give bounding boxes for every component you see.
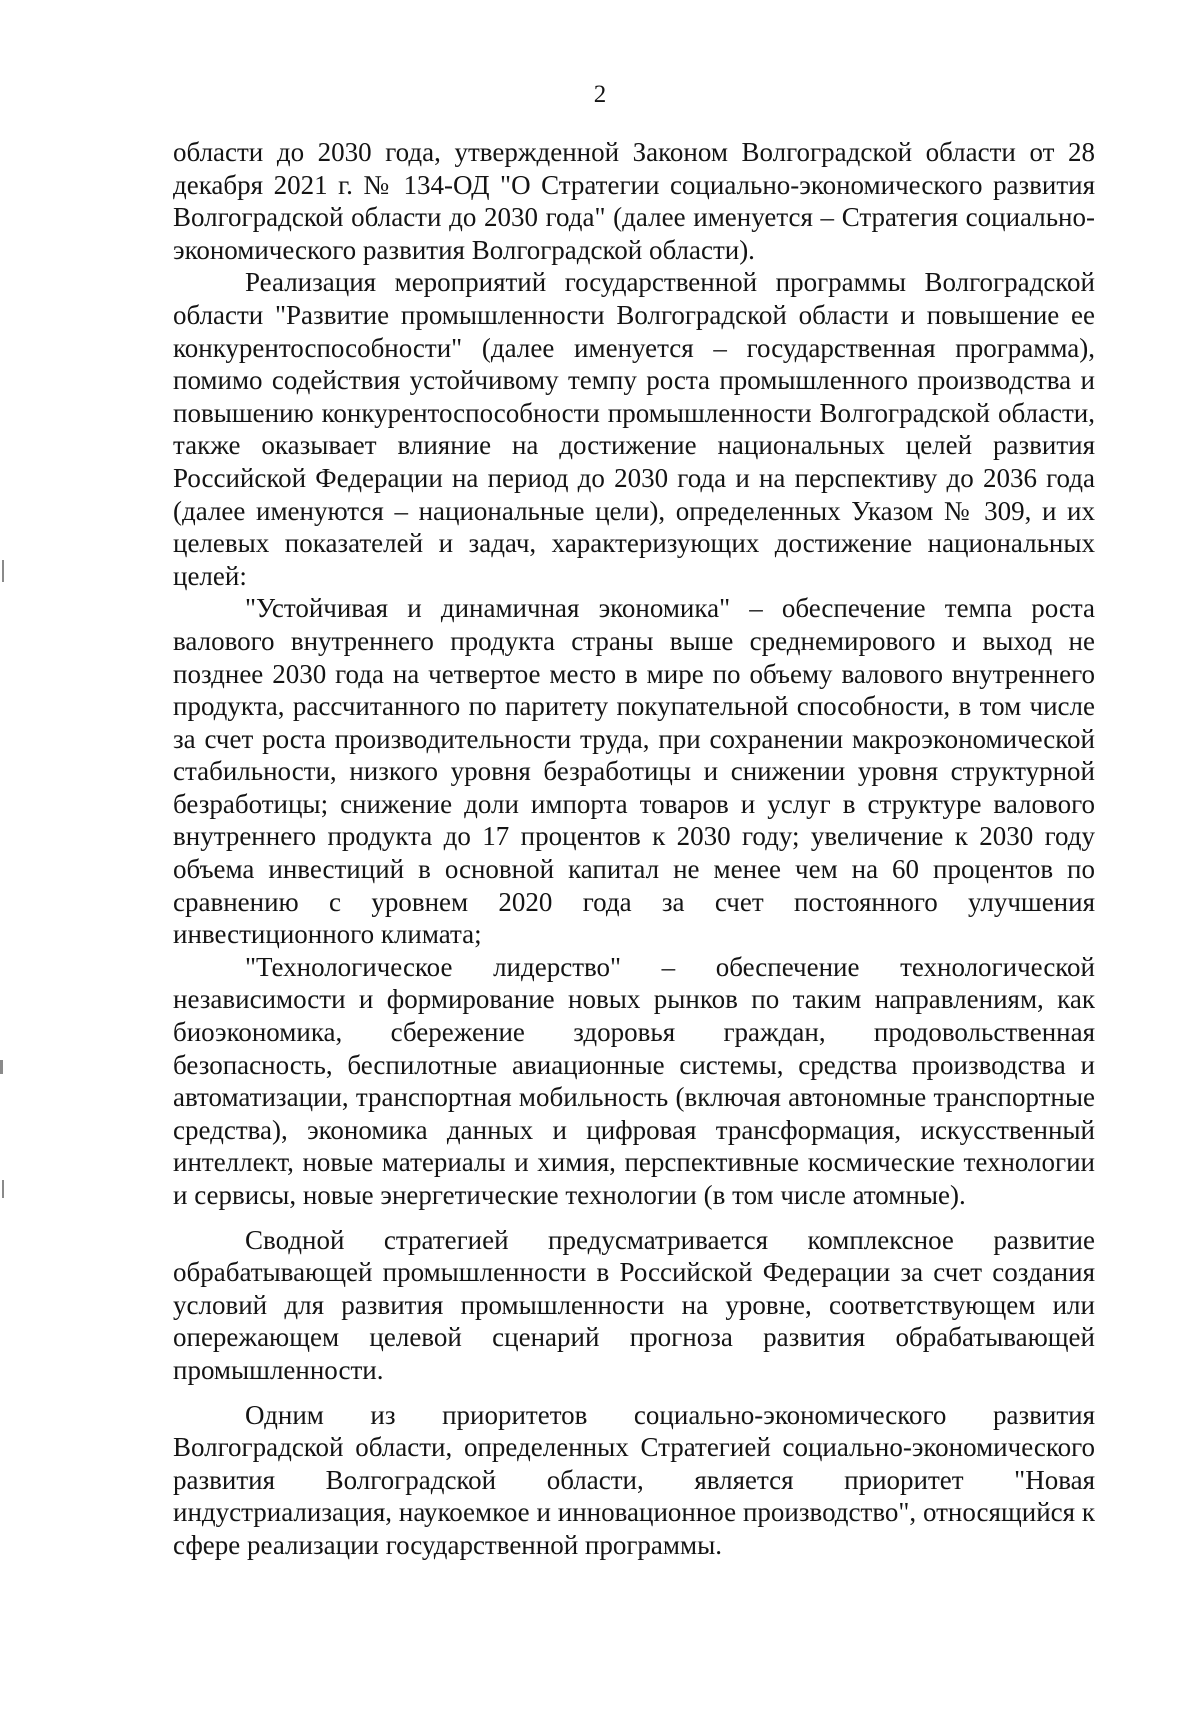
paragraph-technological-leadership: "Технологическое лидерство" – обеспечение технологической независимости и формирование новых рынков по таким направлениям, как биоэкономика, сбережение здоровья граждан, продовольственная безопасность, беспилотные авиационные системы, средства производства и автоматизации, транспортная мобильность (включая автономные транспортные средства), экономика данных и цифровая трансформация, искусственный интеллект, новые материалы и химия, перспективные космические технологии и сервисы, новые энергетические технологии (в том числе атомные). xyxy=(173,951,1095,1210)
scan-edge-mark xyxy=(2,560,4,582)
paragraph-continuation: области до 2030 года, утвержденной Законом Волгоградской области от 28 декабря 2021 г. № 134-ОД "О Стратегии социально-экономического развития Волгоградской области до 2030 года" (далее именуется – Стратегия социально-экономического развития Волгоградской области). xyxy=(173,137,1095,265)
paragraph-program-implementation: Реализация мероприятий государственной программы Волгоградской области "Развитие промышленности Волгоградской области и повышение ее конкурентоспособности" (далее именуется – государственная программа), помимо содействия устойчивому темпу роста промышленного производства и повышению конкурентоспособности промышленности Волгоградской области, также оказывает влияние на достижение национальных целей развития Российской Федерации на период до 2030 года и на перспективу до 2036 года (далее именуются – национальные цели), определенных Указом № 309, и их целевых показателей и задач, характеризующих достижение национальных целей: xyxy=(173,267,1095,591)
paragraph-consolidated-strategy: Сводной стратегией предусматривается комплексное развитие обрабатывающей промышленности в Российской Федерации за счет создания условий для развития промышленности на уровне, соответствующем или опережающем целевой сценарий прогноза развития обрабатывающей промышленности. xyxy=(173,1224,1095,1385)
scan-edge-mark xyxy=(2,1180,4,1198)
scan-edge-mark xyxy=(0,1060,3,1074)
paragraph-regional-priority: Одним из приоритетов социально-экономического развития Волгоградской области, определенных Стратегией социально-экономического развития Волгоградской области, является приоритет "Новая индустриализация, наукоемкое и инновационное производство", относящийся к сфере реализации государственной программы. xyxy=(173,1399,1095,1560)
page-number: 2 xyxy=(593,81,607,108)
paragraph-sustainable-economy: "Устойчивая и динамичная экономика" – обеспечение темпа роста валового внутреннего продукта страны выше среднемирового и выход не позднее 2030 года на четвертое место в мире по объему валового внутреннего продукта, рассчитанного по паритету покупательной способности, в том числе за счет роста производительности труда, при сохранении макроэкономической стабильности, низкого уровня безработицы и снижении уровня структурной безработицы; снижение доли импорта товаров и услуг в структуре валового внутреннего продукта до 17 процентов к 2030 году; увеличение к 2030 году объема инвестиций в основной капитал не менее чем на 60 процентов по сравнению с уровнем 2020 года за счет постоянного улучшения инвестиционного климата; xyxy=(173,593,1095,950)
document-body xyxy=(173,136,1095,1562)
